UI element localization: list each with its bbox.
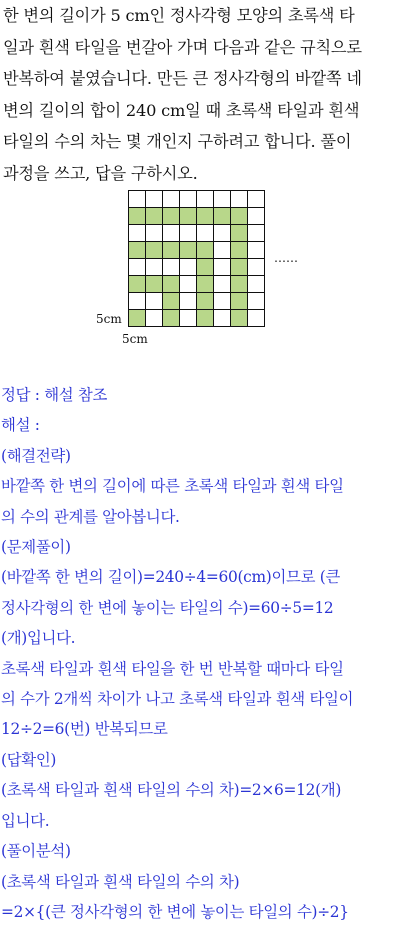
white-tile — [214, 310, 231, 327]
solution-line: =2×{(큰 정사각형의 한 변에 놓이는 타일의 수)÷2} — [1, 902, 349, 921]
green-tile — [163, 310, 180, 327]
solution-line: 초록색 타일과 흰색 타일을 한 번 반복할 때마다 타일 — [1, 659, 344, 678]
solution-text — [1, 380, 399, 927]
white-tile — [214, 225, 231, 242]
problem-line: 한 변의 길이가 5 cm인 정사각형 모양의 초록색 타 — [3, 6, 355, 25]
white-tile — [248, 259, 265, 276]
white-tile — [214, 276, 231, 293]
problem-line: 변의 길이의 합이 240 cm일 때 초록색 타일과 흰색 — [3, 100, 360, 120]
white-tile — [180, 276, 197, 293]
green-tile — [231, 242, 248, 259]
white-tile — [248, 293, 265, 310]
white-tile — [129, 191, 146, 208]
white-tile — [146, 310, 163, 327]
white-tile — [248, 242, 265, 259]
white-tile — [248, 208, 265, 225]
white-tile — [180, 293, 197, 310]
green-tile — [180, 242, 197, 259]
white-tile — [146, 259, 163, 276]
green-tile — [231, 225, 248, 242]
white-tile — [163, 191, 180, 208]
green-tile — [197, 293, 214, 310]
white-tile — [129, 225, 146, 242]
solution-line: (개)입니다. — [1, 629, 76, 648]
solution-line: (답확인) — [1, 750, 57, 769]
green-tile — [197, 242, 214, 259]
green-tile — [163, 242, 180, 259]
green-tile — [146, 208, 163, 225]
green-tile — [146, 276, 163, 293]
green-tile — [146, 242, 163, 259]
white-tile — [214, 293, 231, 310]
solution-line: 해설 : — [1, 416, 40, 435]
solution-line: 정답 : 해설 참조 — [1, 386, 108, 404]
white-tile — [248, 191, 265, 208]
white-tile — [214, 242, 231, 259]
ellipsis-text: …… — [274, 251, 298, 265]
solution-line: 의 수가 2개씩 차이가 나고 초록색 타일과 흰색 타일이 — [1, 690, 354, 709]
green-tile — [129, 310, 146, 327]
green-tile — [163, 276, 180, 293]
solution-line: (해결전략) — [1, 446, 71, 465]
green-tile — [197, 310, 214, 327]
white-tile — [197, 225, 214, 242]
white-tile — [180, 259, 197, 276]
problem-line: 일과 흰색 타일을 번갈아 가며 다음과 같은 규칙으로 — [3, 37, 362, 57]
solution-line: (바깥쪽 한 변의 길이)=240÷4=60(cm)이므로 (큰 — [1, 568, 341, 587]
green-tile — [180, 208, 197, 225]
problem-line: 반복하여 붙였습니다. 만든 큰 정사각형의 바깥쪽 네 — [3, 69, 362, 89]
white-tile — [163, 225, 180, 242]
solution-line: (풀이분석) — [1, 842, 71, 861]
green-tile — [231, 276, 248, 293]
problem-line: 과정을 쓰고, 답을 구하시오. — [3, 163, 198, 183]
green-tile — [231, 259, 248, 276]
solution-line: (초록색 타일과 흰색 타일의 수의 차) — [1, 872, 240, 891]
white-tile — [163, 259, 180, 276]
white-tile — [180, 310, 197, 327]
white-tile — [197, 191, 214, 208]
solution-line: 12÷2=6(번) 반복되므로 — [1, 720, 168, 739]
white-tile — [146, 293, 163, 310]
white-tile — [248, 276, 265, 293]
solution-line: 정사각형의 한 변에 놓이는 타일의 수)=60÷5=12 — [1, 598, 334, 617]
solution-line: (문제풀이) — [1, 538, 71, 557]
solution-line: (초록색 타일과 흰색 타일의 수의 차)=2×6=12(개) — [1, 781, 342, 800]
white-tile — [146, 225, 163, 242]
white-tile — [180, 191, 197, 208]
white-tile — [146, 191, 163, 208]
white-tile — [248, 225, 265, 242]
tile-pattern-figure — [0, 0, 400, 350]
green-tile — [129, 208, 146, 225]
green-tile — [197, 259, 214, 276]
green-tile — [197, 208, 214, 225]
solution-line: 바깥쪽 한 변의 길이에 따른 초록색 타일과 흰색 타일 — [1, 477, 344, 496]
side-length-label: 5cm — [96, 312, 122, 326]
tile-grid — [129, 191, 265, 327]
green-tile — [214, 208, 231, 225]
solution-line: 의 수의 관계를 알아봅니다. — [1, 507, 180, 526]
problem-line: 타일의 수의 차는 몇 개인지 구하려고 합니다. 풀이 — [3, 132, 352, 152]
white-tile — [214, 259, 231, 276]
white-tile — [248, 310, 265, 327]
green-tile — [129, 242, 146, 259]
green-tile — [231, 293, 248, 310]
solution-line: 입니다. — [1, 811, 50, 830]
green-tile — [231, 310, 248, 327]
green-tile — [163, 293, 180, 310]
bottom-length-label: 5cm — [122, 332, 148, 346]
white-tile — [129, 259, 146, 276]
green-tile — [197, 276, 214, 293]
white-tile — [231, 191, 248, 208]
green-tile — [231, 208, 248, 225]
white-tile — [214, 191, 231, 208]
white-tile — [180, 225, 197, 242]
green-tile — [129, 276, 146, 293]
green-tile — [163, 208, 180, 225]
white-tile — [129, 293, 146, 310]
